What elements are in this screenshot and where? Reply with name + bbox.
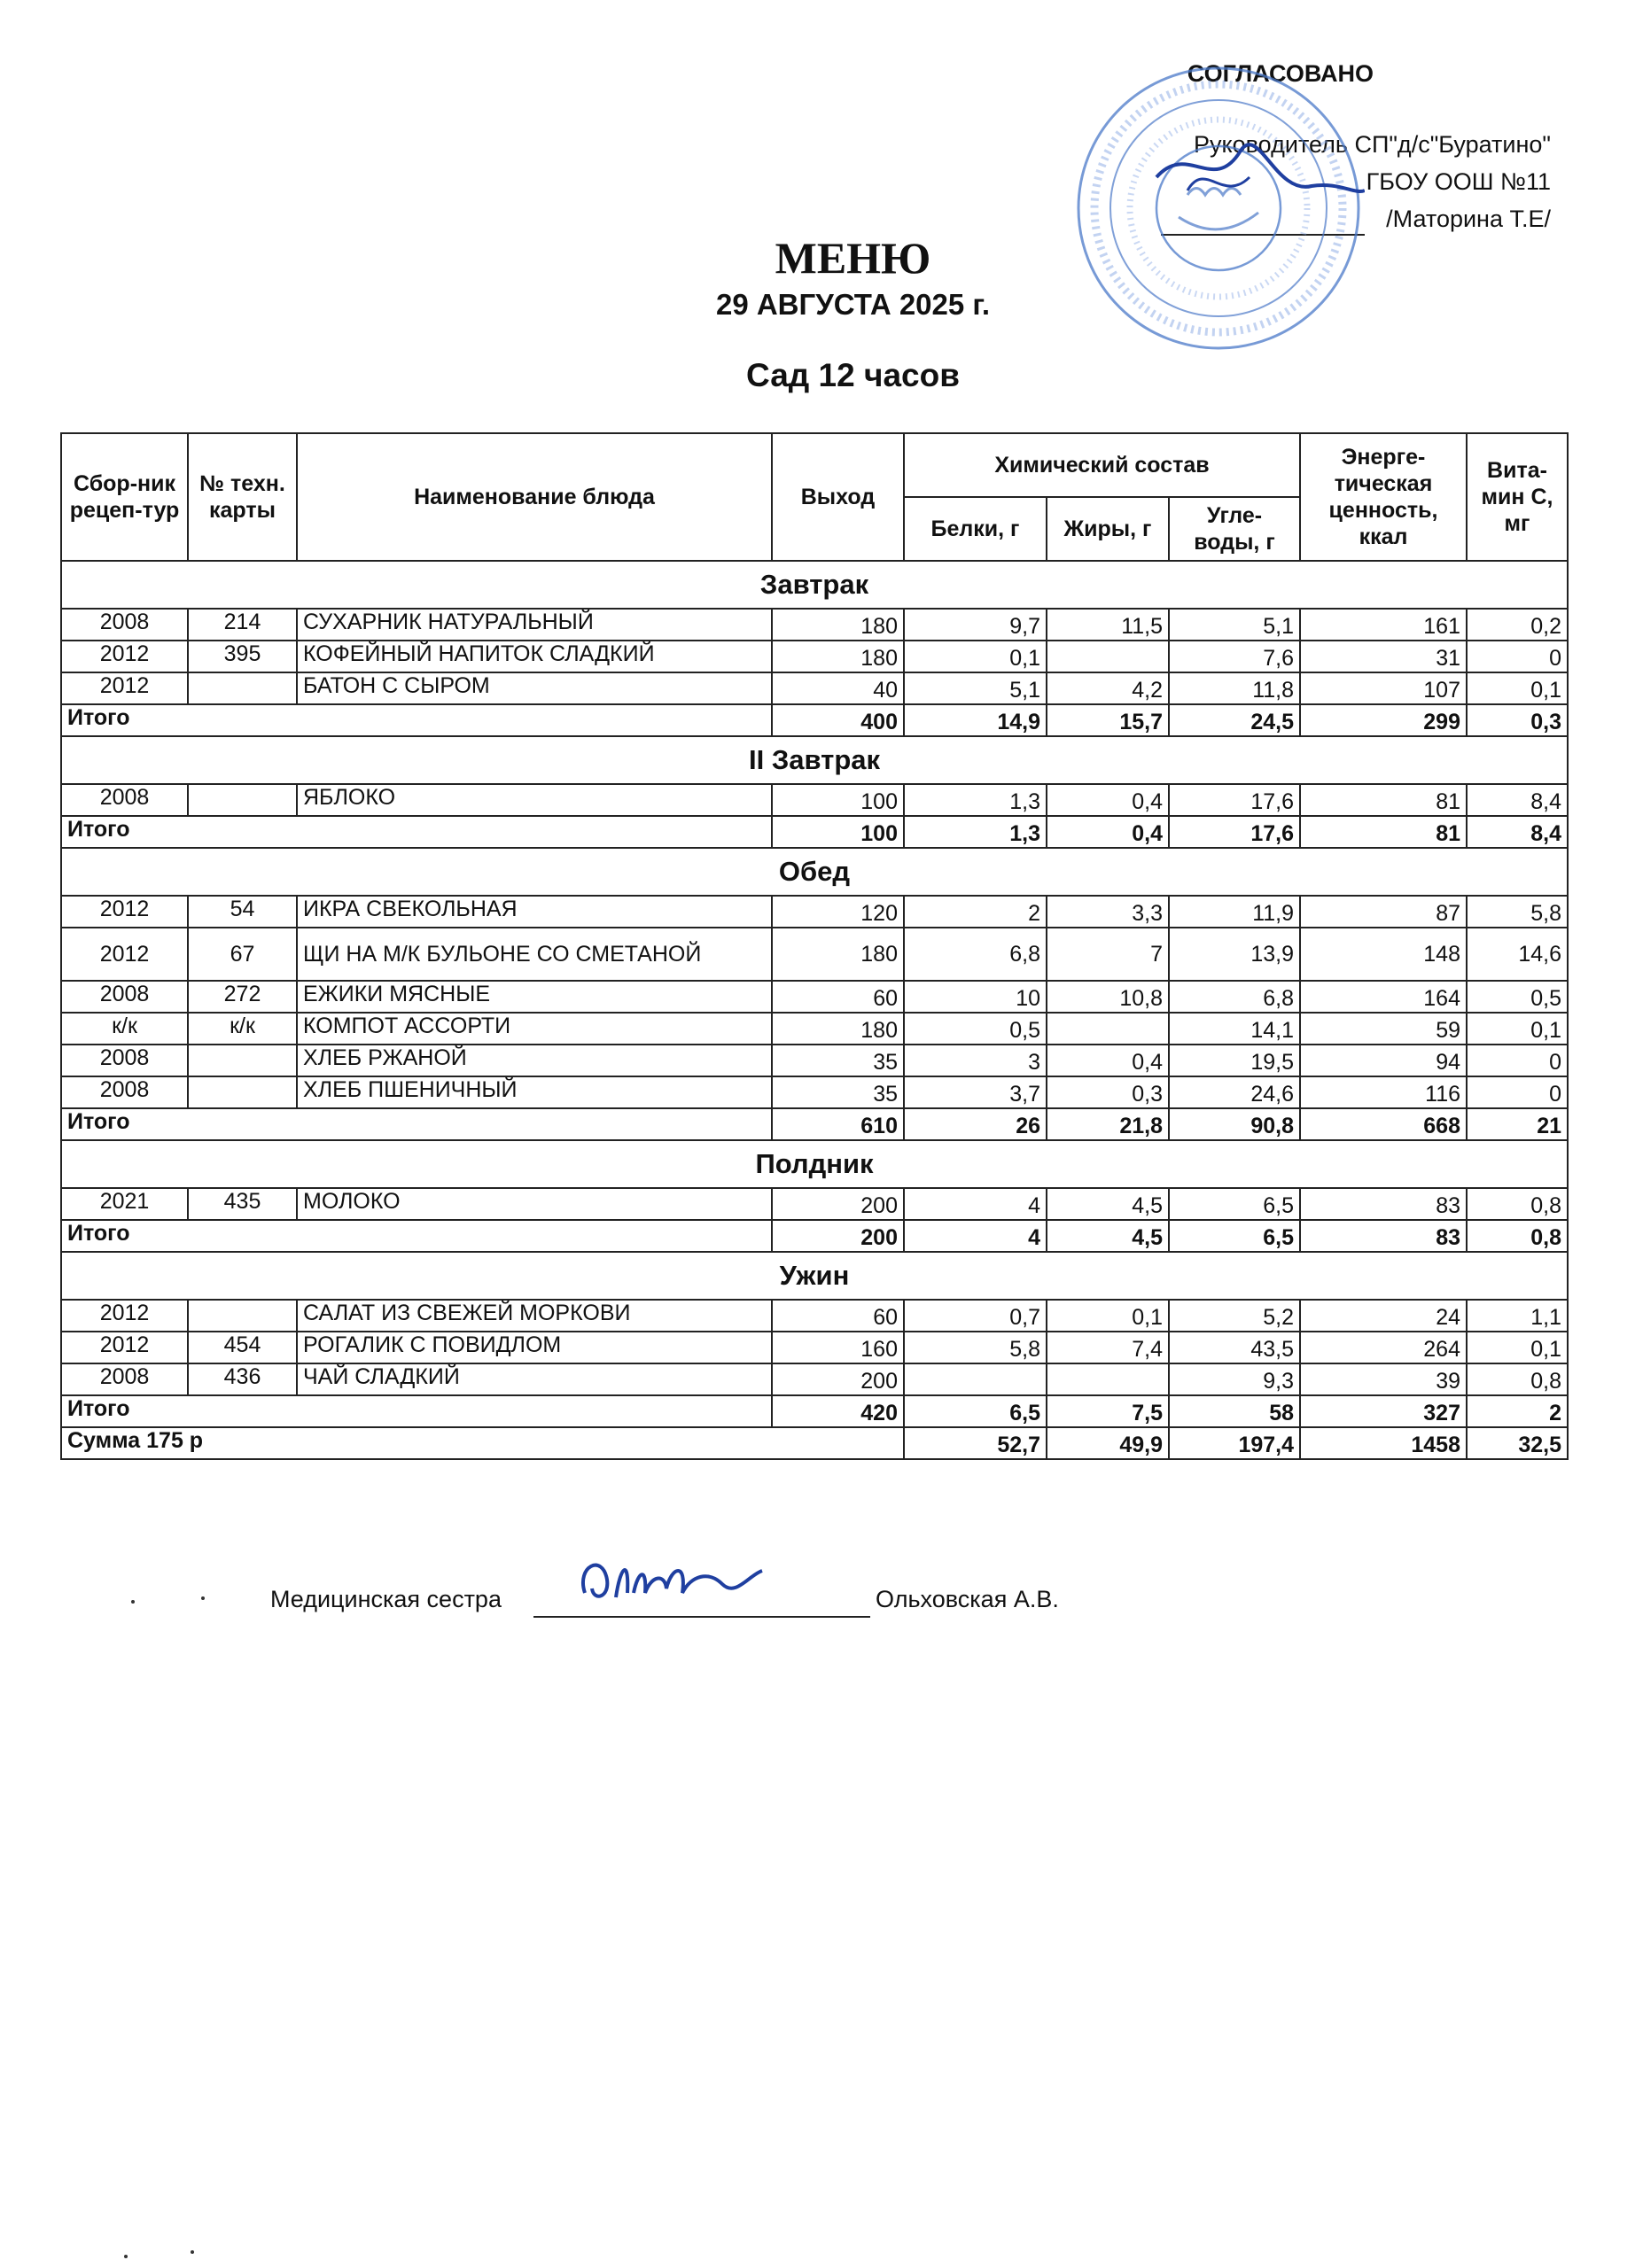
cell-energy: 164 xyxy=(1300,981,1467,1013)
table-row xyxy=(61,1332,1568,1363)
total-energy: 83 xyxy=(1300,1220,1467,1252)
menu-body xyxy=(61,561,1568,1459)
cell-dish: СУХАРНИК НАТУРАЛЬНЫЙ xyxy=(297,609,772,641)
header-card: № техн. карты xyxy=(188,433,297,561)
cell-vitc: 0,2 xyxy=(1467,609,1568,641)
header-chemical: Химический состав xyxy=(904,433,1300,497)
menu-table xyxy=(60,432,1569,1460)
header-vitamin-c: Вита-мин С, мг xyxy=(1467,433,1568,561)
total-yield: 610 xyxy=(772,1108,904,1140)
section-header-row xyxy=(61,736,1568,784)
total-energy: 327 xyxy=(1300,1395,1467,1427)
cell-carbs: 9,3 xyxy=(1169,1363,1300,1395)
total-protein: 1,3 xyxy=(904,816,1047,848)
total-carbs: 6,5 xyxy=(1169,1220,1300,1252)
cell-yield: 100 xyxy=(772,784,904,816)
cell-carbs: 19,5 xyxy=(1169,1045,1300,1076)
cell-card: к/к xyxy=(188,1013,297,1045)
cell-dish: ЕЖИКИ МЯСНЫЕ xyxy=(297,981,772,1013)
section-header-row xyxy=(61,561,1568,609)
cell-carbs: 24,6 xyxy=(1169,1076,1300,1108)
cell-fat: 0,4 xyxy=(1047,784,1169,816)
cell-yield: 180 xyxy=(772,1013,904,1045)
cell-protein: 4 xyxy=(904,1188,1047,1220)
cell-fat: 11,5 xyxy=(1047,609,1169,641)
cell-fat: 3,3 xyxy=(1047,896,1169,928)
cell-carbs: 11,9 xyxy=(1169,896,1300,928)
cell-col: 2012 xyxy=(61,1300,188,1332)
nurse-signature xyxy=(567,1549,771,1611)
cell-card: 436 xyxy=(188,1363,297,1395)
total-fat: 15,7 xyxy=(1047,704,1169,736)
cell-energy: 31 xyxy=(1300,641,1467,672)
cell-fat: 4,2 xyxy=(1047,672,1169,704)
total-label: Итого xyxy=(61,1395,772,1427)
cell-dish: ХЛЕБ ПШЕНИЧНЫЙ xyxy=(297,1076,772,1108)
total-fat: 7,5 xyxy=(1047,1395,1169,1427)
cell-energy: 107 xyxy=(1300,672,1467,704)
cell-dish: ЧАЙ СЛАДКИЙ xyxy=(297,1363,772,1395)
cell-protein: 10 xyxy=(904,981,1047,1013)
total-label: Итого xyxy=(61,1108,772,1140)
cell-protein: 5,1 xyxy=(904,672,1047,704)
table-row xyxy=(61,981,1568,1013)
cell-protein: 5,8 xyxy=(904,1332,1047,1363)
header-fat: Жиры, г xyxy=(1047,497,1169,561)
cell-card: 395 xyxy=(188,641,297,672)
cell-energy: 148 xyxy=(1300,928,1467,981)
section-title: Обед xyxy=(61,848,1568,896)
cell-yield: 40 xyxy=(772,672,904,704)
cell-card: 214 xyxy=(188,609,297,641)
table-row xyxy=(61,928,1568,981)
cell-dish: КОМПОТ АССОРТИ xyxy=(297,1013,772,1045)
cell-fat: 7,4 xyxy=(1047,1332,1169,1363)
scan-speck xyxy=(201,1596,205,1600)
sum-label: Сумма 175 р xyxy=(61,1427,904,1459)
cell-vitc: 0,8 xyxy=(1467,1188,1568,1220)
cell-yield: 200 xyxy=(772,1188,904,1220)
total-row xyxy=(61,704,1568,736)
sum-energy: 1458 xyxy=(1300,1427,1467,1459)
cell-dish: ХЛЕБ РЖАНОЙ xyxy=(297,1045,772,1076)
cell-vitc: 0,8 xyxy=(1467,1363,1568,1395)
total-vitc: 21 xyxy=(1467,1108,1568,1140)
section-header-row xyxy=(61,1140,1568,1188)
cell-yield: 35 xyxy=(772,1076,904,1108)
cell-col: 2008 xyxy=(61,609,188,641)
cell-vitc: 0,1 xyxy=(1467,672,1568,704)
scan-speck xyxy=(124,2255,128,2258)
total-vitc: 2 xyxy=(1467,1395,1568,1427)
cell-fat: 0,1 xyxy=(1047,1300,1169,1332)
cell-carbs: 7,6 xyxy=(1169,641,1300,672)
section-title: Полдник xyxy=(61,1140,1568,1188)
scan-speck xyxy=(131,1600,135,1604)
total-protein: 6,5 xyxy=(904,1395,1047,1427)
cell-protein: 3,7 xyxy=(904,1076,1047,1108)
cell-carbs: 6,5 xyxy=(1169,1188,1300,1220)
sum-fat: 49,9 xyxy=(1047,1427,1169,1459)
cell-dish: БАТОН С СЫРОМ xyxy=(297,672,772,704)
cell-energy: 81 xyxy=(1300,784,1467,816)
total-carbs: 58 xyxy=(1169,1395,1300,1427)
cell-dish: КОФЕЙНЫЙ НАПИТОК СЛАДКИЙ xyxy=(297,641,772,672)
cell-vitc: 8,4 xyxy=(1467,784,1568,816)
cell-col: 2012 xyxy=(61,641,188,672)
header-energy: Энерге-тическая ценность, ккал xyxy=(1300,433,1467,561)
cell-fat xyxy=(1047,1363,1169,1395)
cell-energy: 264 xyxy=(1300,1332,1467,1363)
cell-yield: 200 xyxy=(772,1363,904,1395)
approval-signatory: /Маторина Т.Е/ xyxy=(1386,206,1551,232)
table-row xyxy=(61,672,1568,704)
cell-protein: 9,7 xyxy=(904,609,1047,641)
cell-yield: 160 xyxy=(772,1332,904,1363)
cell-carbs: 6,8 xyxy=(1169,981,1300,1013)
table-row xyxy=(61,1076,1568,1108)
total-energy: 81 xyxy=(1300,816,1467,848)
table-row xyxy=(61,1188,1568,1220)
section-header-row xyxy=(61,1252,1568,1300)
header-protein: Белки, г xyxy=(904,497,1047,561)
total-protein: 4 xyxy=(904,1220,1047,1252)
cell-card: 54 xyxy=(188,896,297,928)
cell-energy: 83 xyxy=(1300,1188,1467,1220)
table-row xyxy=(61,1013,1568,1045)
cell-energy: 161 xyxy=(1300,609,1467,641)
nurse-name: Ольховская А.В. xyxy=(876,1586,1059,1612)
total-carbs: 17,6 xyxy=(1169,816,1300,848)
cell-yield: 180 xyxy=(772,928,904,981)
cell-yield: 180 xyxy=(772,609,904,641)
cell-vitc: 0 xyxy=(1467,641,1568,672)
cell-col: 2008 xyxy=(61,1076,188,1108)
cell-card: 272 xyxy=(188,981,297,1013)
cell-col: 2008 xyxy=(61,981,188,1013)
cell-col: 2008 xyxy=(61,784,188,816)
total-fat: 0,4 xyxy=(1047,816,1169,848)
cell-yield: 60 xyxy=(772,1300,904,1332)
cell-col: 2008 xyxy=(61,1045,188,1076)
menu-subtitle: Сад 12 часов xyxy=(746,357,960,393)
cell-protein xyxy=(904,1363,1047,1395)
cell-col: 2012 xyxy=(61,928,188,981)
cell-carbs: 13,9 xyxy=(1169,928,1300,981)
table-row xyxy=(61,1363,1568,1395)
cell-card xyxy=(188,1076,297,1108)
header-dish: Наименование блюда xyxy=(297,433,772,561)
cell-protein: 6,8 xyxy=(904,928,1047,981)
cell-carbs: 17,6 xyxy=(1169,784,1300,816)
approval-position: Руководитель СП"д/с"Буратино" xyxy=(1194,131,1551,158)
total-protein: 14,9 xyxy=(904,704,1047,736)
total-yield: 420 xyxy=(772,1395,904,1427)
total-label: Итого xyxy=(61,1220,772,1252)
total-vitc: 8,4 xyxy=(1467,816,1568,848)
total-row xyxy=(61,816,1568,848)
header-carbs: Угле-воды, г xyxy=(1169,497,1300,561)
cell-fat xyxy=(1047,1013,1169,1045)
sum-row xyxy=(61,1427,1568,1459)
cell-carbs: 43,5 xyxy=(1169,1332,1300,1363)
section-title: Завтрак xyxy=(61,561,1568,609)
total-row xyxy=(61,1220,1568,1252)
total-label: Итого xyxy=(61,816,772,848)
cell-col: 2012 xyxy=(61,896,188,928)
total-row xyxy=(61,1108,1568,1140)
table-row xyxy=(61,641,1568,672)
sum-protein: 52,7 xyxy=(904,1427,1047,1459)
total-vitc: 0,3 xyxy=(1467,704,1568,736)
cell-card: 454 xyxy=(188,1332,297,1363)
total-label: Итого xyxy=(61,704,772,736)
cell-dish: МОЛОКО xyxy=(297,1188,772,1220)
cell-vitc: 0,1 xyxy=(1467,1013,1568,1045)
total-vitc: 0,8 xyxy=(1467,1220,1568,1252)
total-energy: 299 xyxy=(1300,704,1467,736)
total-fat: 21,8 xyxy=(1047,1108,1169,1140)
cell-card: 435 xyxy=(188,1188,297,1220)
cell-card: 67 xyxy=(188,928,297,981)
cell-fat: 10,8 xyxy=(1047,981,1169,1013)
header-yield: Выход xyxy=(772,433,904,561)
cell-col: 2008 xyxy=(61,1363,188,1395)
table-row xyxy=(61,609,1568,641)
approval-heading: СОГЛАСОВАНО xyxy=(1187,60,1374,87)
cell-protein: 0,1 xyxy=(904,641,1047,672)
cell-yield: 120 xyxy=(772,896,904,928)
total-carbs: 90,8 xyxy=(1169,1108,1300,1140)
total-row xyxy=(61,1395,1568,1427)
cell-vitc: 0 xyxy=(1467,1076,1568,1108)
cell-dish: ИКРА СВЕКОЛЬНАЯ xyxy=(297,896,772,928)
scan-speck xyxy=(191,2250,194,2254)
cell-card xyxy=(188,784,297,816)
page-title: МЕНЮ xyxy=(775,233,931,283)
cell-card xyxy=(188,1300,297,1332)
total-fat: 4,5 xyxy=(1047,1220,1169,1252)
section-title: Ужин xyxy=(61,1252,1568,1300)
cell-fat xyxy=(1047,641,1169,672)
cell-dish: РОГАЛИК С ПОВИДЛОМ xyxy=(297,1332,772,1363)
cell-protein: 1,3 xyxy=(904,784,1047,816)
table-row xyxy=(61,1045,1568,1076)
cell-fat: 4,5 xyxy=(1047,1188,1169,1220)
total-yield: 100 xyxy=(772,816,904,848)
cell-vitc: 5,8 xyxy=(1467,896,1568,928)
cell-yield: 35 xyxy=(772,1045,904,1076)
cell-card xyxy=(188,672,297,704)
cell-dish: ЩИ НА М/К БУЛЬОНЕ СО СМЕТАНОЙ xyxy=(297,928,772,981)
approval-organization: ГБОУ ООШ №11 xyxy=(1366,168,1551,195)
cell-protein: 0,5 xyxy=(904,1013,1047,1045)
cell-energy: 59 xyxy=(1300,1013,1467,1045)
cell-vitc: 0,5 xyxy=(1467,981,1568,1013)
cell-col: 2012 xyxy=(61,1332,188,1363)
cell-carbs: 5,2 xyxy=(1169,1300,1300,1332)
cell-col: 2021 xyxy=(61,1188,188,1220)
cell-vitc: 0,1 xyxy=(1467,1332,1568,1363)
table-row xyxy=(61,1300,1568,1332)
cell-vitc: 1,1 xyxy=(1467,1300,1568,1332)
total-carbs: 24,5 xyxy=(1169,704,1300,736)
cell-carbs: 5,1 xyxy=(1169,609,1300,641)
cell-yield: 60 xyxy=(772,981,904,1013)
cell-dish: ЯБЛОКО xyxy=(297,784,772,816)
cell-vitc: 14,6 xyxy=(1467,928,1568,981)
cell-col: к/к xyxy=(61,1013,188,1045)
cell-dish: САЛАТ ИЗ СВЕЖЕЙ МОРКОВИ xyxy=(297,1300,772,1332)
cell-protein: 3 xyxy=(904,1045,1047,1076)
cell-col: 2012 xyxy=(61,672,188,704)
cell-carbs: 14,1 xyxy=(1169,1013,1300,1045)
cell-protein: 2 xyxy=(904,896,1047,928)
cell-protein: 0,7 xyxy=(904,1300,1047,1332)
cell-fat: 7 xyxy=(1047,928,1169,981)
nurse-label: Медицинская сестра xyxy=(270,1586,502,1612)
total-yield: 400 xyxy=(772,704,904,736)
nurse-signature-line xyxy=(533,1616,870,1618)
cell-energy: 39 xyxy=(1300,1363,1467,1395)
total-energy: 668 xyxy=(1300,1108,1467,1140)
cell-fat: 0,4 xyxy=(1047,1045,1169,1076)
total-protein: 26 xyxy=(904,1108,1047,1140)
cell-card xyxy=(188,1045,297,1076)
cell-carbs: 11,8 xyxy=(1169,672,1300,704)
cell-energy: 116 xyxy=(1300,1076,1467,1108)
cell-energy: 94 xyxy=(1300,1045,1467,1076)
header-collection: Сбор-ник рецеп-тур xyxy=(61,433,188,561)
cell-energy: 87 xyxy=(1300,896,1467,928)
cell-vitc: 0 xyxy=(1467,1045,1568,1076)
total-yield: 200 xyxy=(772,1220,904,1252)
cell-energy: 24 xyxy=(1300,1300,1467,1332)
section-header-row xyxy=(61,848,1568,896)
cell-fat: 0,3 xyxy=(1047,1076,1169,1108)
table-row xyxy=(61,896,1568,928)
table-row xyxy=(61,784,1568,816)
section-title: II Завтрак xyxy=(61,736,1568,784)
cell-yield: 180 xyxy=(772,641,904,672)
menu-date: 29 АВГУСТА 2025 г. xyxy=(715,288,991,321)
sum-carbs: 197,4 xyxy=(1169,1427,1300,1459)
sum-vitc: 32,5 xyxy=(1467,1427,1568,1459)
